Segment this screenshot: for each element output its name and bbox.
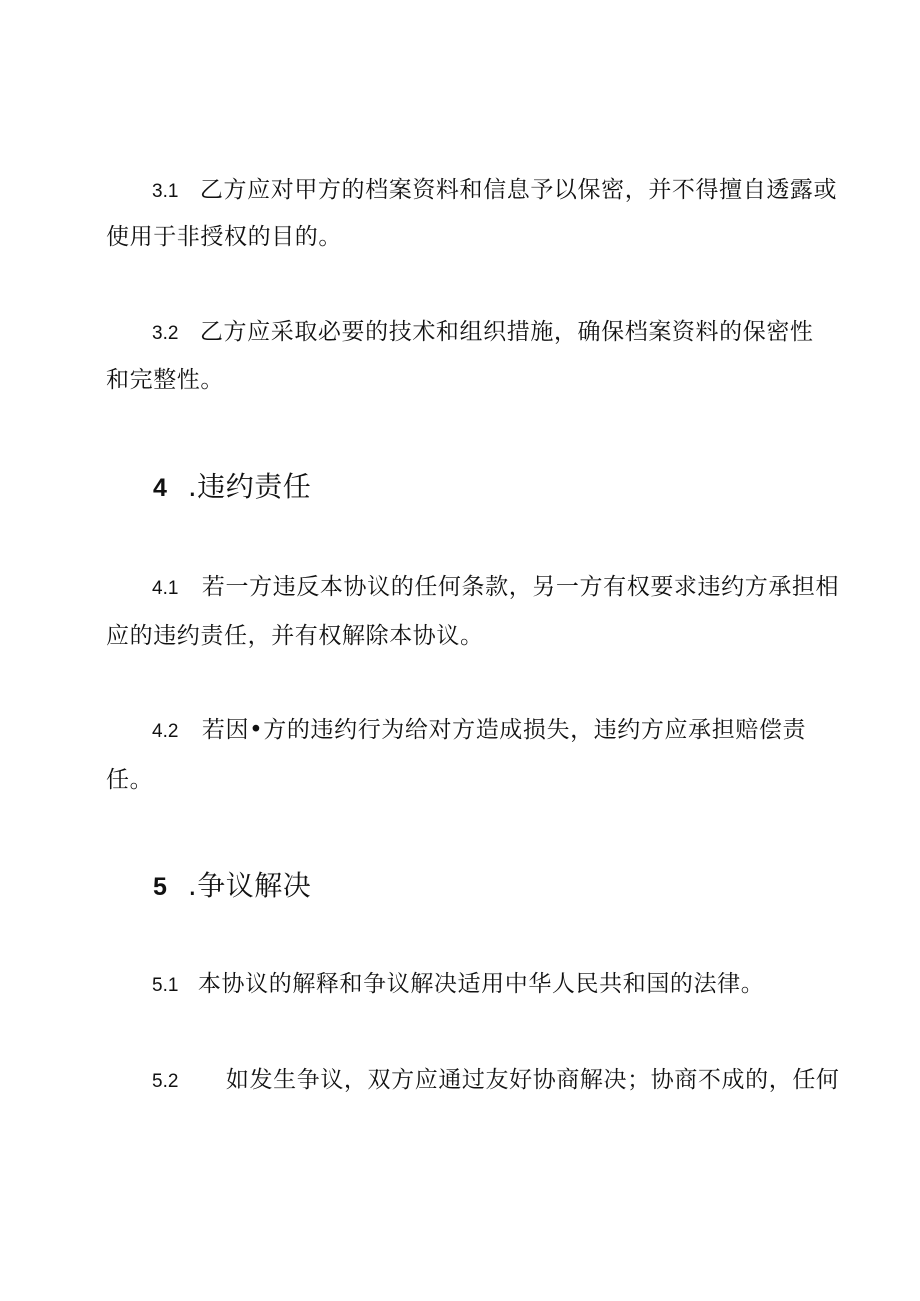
clause-text: 若一方违反本协议的任何条款，另一方有权要求违约方承担相 (201, 574, 840, 600)
section-number: 4 (153, 474, 167, 502)
clause-number: 5.2 (152, 1071, 179, 1092)
clause-text: 乙方应对甲方的档案资料和信息予以保密，并不得擅自透露或 (199, 177, 838, 203)
clause-number: 4.2 (152, 721, 179, 742)
clause-number: 3.1 (152, 181, 179, 202)
clause-3-2-line-2: 和完整性。 (106, 367, 224, 393)
clause-3-1-line-1 (152, 176, 837, 206)
clause-number: 5.1 (152, 975, 179, 996)
clause-number: 3.2 (152, 323, 179, 344)
clause-4-2-line-1 (152, 716, 806, 746)
clause-5-1-line-1 (152, 970, 764, 1000)
clause-4-1-line-2: 应的违约责任，并有权解除本协议。 (106, 623, 484, 649)
section-number: 5 (153, 873, 167, 901)
section-heading-4 (153, 470, 311, 505)
section-title: .违约责任 (187, 470, 312, 503)
clause-3-2-line-1 (152, 318, 814, 348)
clause-number: 4.1 (152, 578, 179, 599)
clause-text: 乙方应采取必要的技术和组织措施，确保档案资料的保密性 (199, 319, 814, 345)
clause-4-1-line-1 (152, 573, 839, 603)
clause-3-1-line-2: 使用于非授权的目的。 (106, 224, 342, 250)
clause-text: 若因•方的违约行为给对方造成损失，违约方应承担赔偿责 (201, 717, 807, 743)
clause-4-2-line-2: 任。 (106, 767, 154, 793)
section-heading-5 (153, 869, 311, 904)
section-title: .争议解决 (187, 869, 312, 902)
clause-text: 如发生争议，双方应通过友好协商解决；协商不成的，任何 (225, 1067, 840, 1093)
clause-5-2-line-1 (152, 1066, 840, 1096)
clause-text: 本协议的解释和争议解决适用中华人民共和国的法律。 (197, 971, 765, 997)
